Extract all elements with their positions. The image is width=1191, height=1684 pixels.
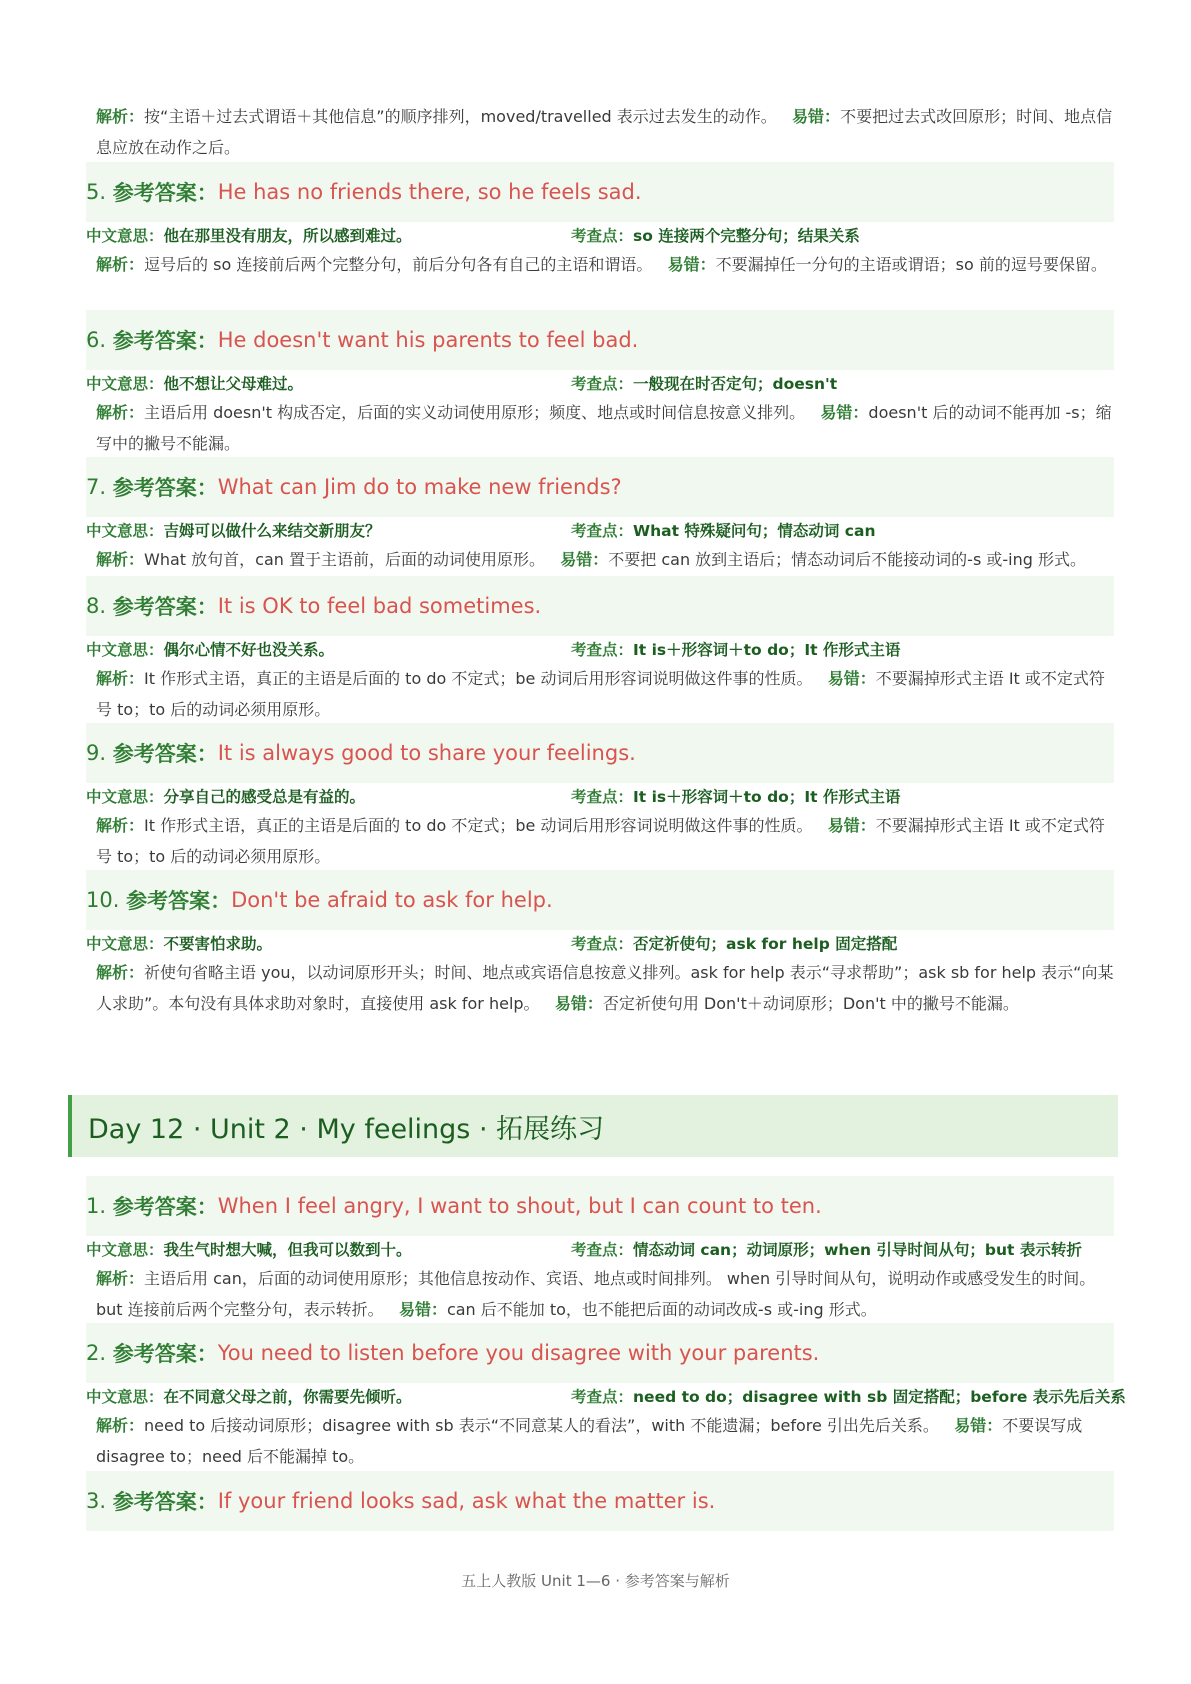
analysis-paragraph: 解析：主语后用 doesn't 构成否定，后面的实义动词使用原形；频度、地点或时间信息按意义排列。 易错：doesn't 后的动词不能再加 -s；缩写中的撇号不能漏。	[96, 403, 1112, 453]
meta-row: 中文意思：他在那里没有朋友，所以感到难过。 考查点：so 连接两个完整分句；结果关系	[86, 227, 860, 245]
answer-bar: 2. 参考答案： You need to listen before you disagree with your parents.	[86, 1323, 1114, 1383]
analysis-paragraph: 解析：逗号后的 so 连接前后两个完整分句，前后分句各有自己的主语和谓语。 易错：不要漏掉任一分句的主语或谓语；so 前的逗号要保留。	[96, 255, 1107, 274]
answer-bar: 10. 参考答案： Don't be afraid to ask for help.	[86, 870, 1114, 930]
analysis-paragraph: 解析：按“主语＋过去式谓语＋其他信息”的顺序排列，moved/travelled 表示过去发生的动作。 易错：不要把过去式改回原形；时间、地点信息应放在动作之后。	[96, 107, 1113, 157]
analysis-paragraph: 解析：It 作形式主语，真正的主语是后面的 to do 不定式；be 动词后用形容词说明做这件事的性质。 易错：不要漏掉形式主语 It 或不定式符号 to；to 后的动词必须用原形。	[96, 669, 1105, 719]
analysis-paragraph: 解析：祈使句省略主语 you，以动词原形开头；时间、地点或宾语信息按意义排列。ask for help 表示“寻求帮助”；ask sb for help 表示“向某人求助”。本句没有具体求助对象时，直接使用 ask for help。 易错：否定祈使句用 Don't＋动词原形；Don't 中的撇号不能漏。	[96, 963, 1114, 1013]
meta-row: 中文意思：我生气时想大喊，但我可以数到十。 考查点：情态动词 can；动词原形；when 引导时间从句；but 表示转折	[86, 1241, 1082, 1259]
analysis-paragraph: 解析：It 作形式主语，真正的主语是后面的 to do 不定式；be 动词后用形容词说明做这件事的性质。 易错：不要漏掉形式主语 It 或不定式符号 to；to 后的动词必须用原形。	[96, 816, 1105, 866]
analysis-paragraph: 解析：need to 后接动词原形；disagree with sb 表示“不同意某人的看法”，with 不能遗漏；before 引出先后关系。 易错：不要误写成 disagree to；need 后不能漏掉 to。	[96, 1416, 1083, 1466]
answer-bar: 9. 参考答案： It is always good to share your feelings.	[86, 723, 1114, 783]
page-footer: 五上人教版 Unit 1—6 · 参考答案与解析	[461, 1572, 730, 1590]
meta-row: 中文意思：偶尔心情不好也没关系。 考查点：It is＋形容词＋to do；It 作形式主语	[86, 641, 901, 659]
answer-bar: 8. 参考答案： It is OK to feel bad sometimes.	[86, 576, 1114, 636]
meta-row: 中文意思：在不同意父母之前，你需要先倾听。 考查点：need to do；disagree with sb 固定搭配；before 表示先后关系	[86, 1388, 1126, 1406]
analysis-paragraph: 解析：主语后用 can，后面的动词使用原形；其他信息按动作、宾语、地点或时间排列。 when 引导时间从句，说明动作或感受发生的时间。 but 连接前后两个完整分句，表示转折。 易错：can 后不能加 to，也不能把后面的动词改成-s 或-ing 形式。	[96, 1269, 1096, 1319]
analysis-paragraph: 解析：What 放句首，can 置于主语前，后面的动词使用原形。 易错：不要把 can 放到主语后；情态动词后不能接动词的-s 或-ing 形式。	[96, 550, 1086, 569]
meta-row: 中文意思：吉姆可以做什么来结交新朋友？ 考查点：What 特殊疑问句；情态动词 can	[86, 522, 876, 540]
section-header: Day 12 · Unit 2 · My feelings · 拓展练习	[68, 1095, 1118, 1157]
meta-row: 中文意思：他不想让父母难过。 考查点：一般现在时否定句；doesn't	[86, 375, 838, 393]
answer-bar: 5. 参考答案： He has no friends there, so he feels sad.	[86, 162, 1114, 222]
answer-bar: 1. 参考答案： When I feel angry, I want to shout, but I can count to ten.	[86, 1176, 1114, 1236]
answer-bar: 3. 参考答案： If your friend looks sad, ask what the matter is.	[86, 1471, 1114, 1531]
answer-bar: 6. 参考答案： He doesn't want his parents to feel bad.	[86, 310, 1114, 370]
meta-row: 中文意思：分享自己的感受总是有益的。 考查点：It is＋形容词＋to do；It 作形式主语	[86, 788, 901, 806]
meta-row: 中文意思：不要害怕求助。 考查点：否定祈使句；ask for help 固定搭配	[86, 935, 898, 953]
answer-bar: 7. 参考答案： What can Jim do to make new friends?	[86, 457, 1114, 517]
